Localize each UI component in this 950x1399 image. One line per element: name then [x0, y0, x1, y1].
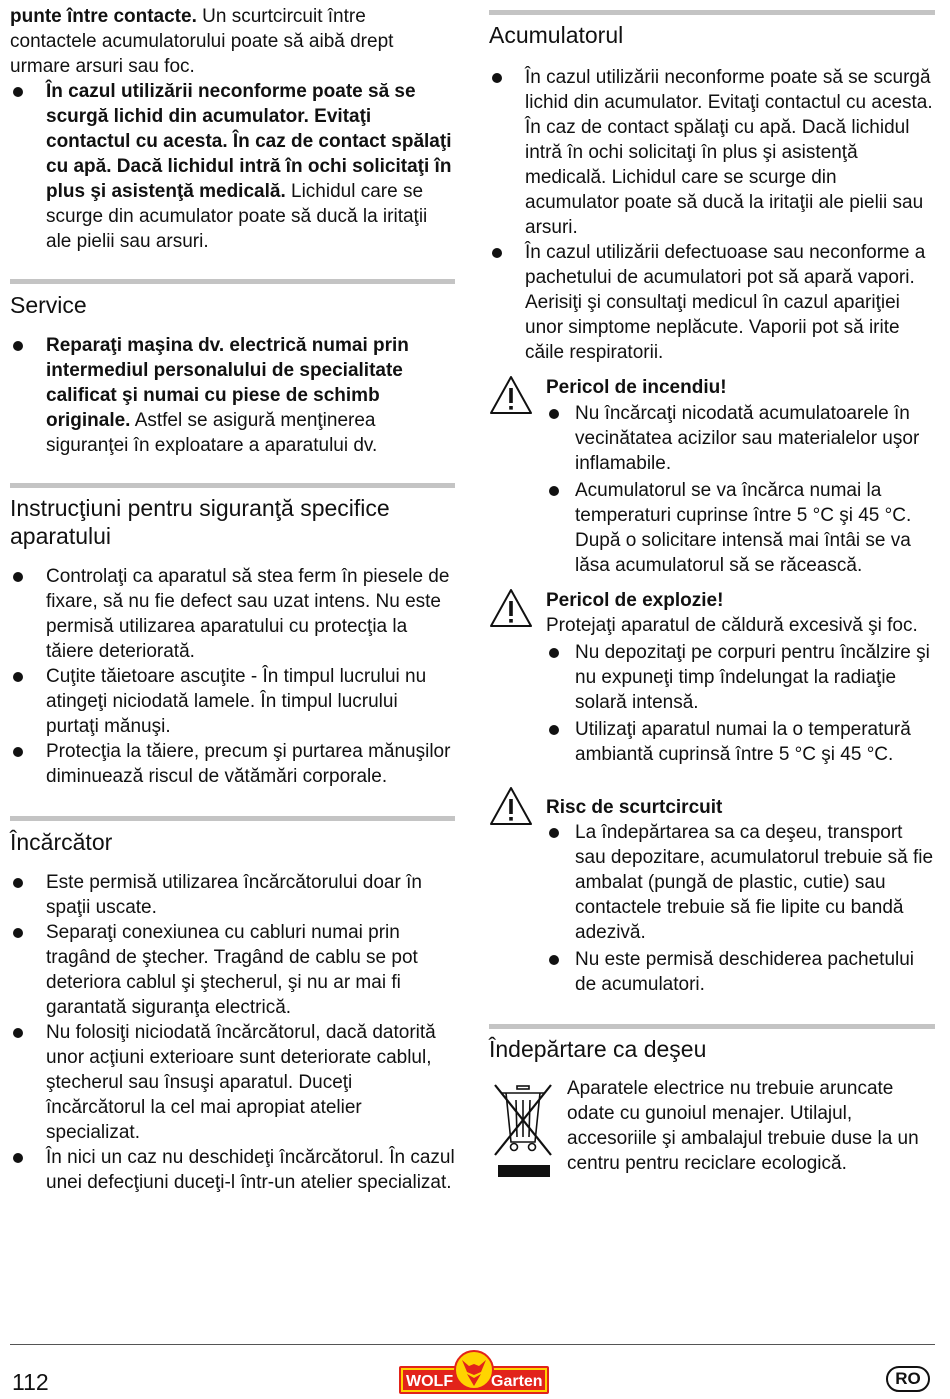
explosion-warning	[489, 588, 935, 767]
warning-text: Protejaţi aparatul de căldură excesivă şi foc.	[546, 615, 918, 636]
list-item: La îndepărtarea sa ca deşeu, transport sau depozitare, acumulatorul trebuie să fie ambalat (pungă de plastic, cutie) sau contactele trebuie să fie lipite cu bandă adezivă.	[546, 820, 935, 945]
page-number: 112	[12, 1369, 49, 1395]
section-title-charger: Încărcător	[10, 829, 113, 855]
short-circuit-warning	[489, 786, 935, 997]
list-item: Protecţia la tăiere, precum şi purtarea mănuşilor diminuează riscul de vătămări corporale.	[10, 739, 455, 789]
warning-triangle-icon	[489, 375, 533, 415]
disposal-text: Aparatele electrice nu trebuie aruncate odate cu gunoiul menajer. Utilajul, accesoriile şi ambalajul trebuie duse la un centru pentru reciclare ecologică.	[567, 1078, 919, 1174]
wolf-garten-logo	[399, 1350, 549, 1394]
list-item: Acumulatorul se va încărca numai la temperaturi cuprinse între 5 °C şi 45 °C. După o solicitare intensă mai întâi se va lăsa acumulatorul să se răcească.	[546, 478, 935, 578]
service-bullet-text: Astfel se asigură menţinerea siguranţei în exploatare a aparatului dv.	[46, 410, 378, 456]
warning-title: Pericol de explozie!	[546, 590, 724, 611]
intro-text: Un scurtcircuit între contactele acumulatorului poate să aibă drept urmare arsuri sau foc.	[10, 6, 394, 77]
right-column	[489, 0, 935, 1186]
warning-title: Risc de scurtcircuit	[546, 797, 723, 818]
list-item: Cuţite tăietoare ascuţite - În timpul lucrului nu atingeţi niciodată lamele. În timpul lucrului purtaţi mănuşi.	[10, 664, 455, 739]
logo-wolf-text: WOLF	[406, 1373, 454, 1390]
disposal-section	[489, 1024, 935, 1186]
logo-garten-text: Garten	[491, 1373, 543, 1390]
charger-section	[10, 816, 455, 1195]
list-item	[10, 333, 455, 458]
list-item: Este permisă utilizarea încărcătorului doar în spaţii uscate.	[10, 870, 455, 920]
intro-bullet-text: Lichidul care se scurge din acumulator poate să ducă la iritaţii ale pielii sau arsuri.	[46, 181, 428, 252]
list-item: În nici un caz nu deschideţi încărcătorul. În cazul unei defecţiuni duceţi-l într-un atelier specializat.	[10, 1145, 455, 1195]
list-item: În cazul utilizării defectuoase sau neconforme a pachetului de acumulatori pot să apară vapori. Aerisiţi şi consultaţi medicul în cazul apariţiei unor simptome neplăcute. Vaporii pot să irite căile respiratorii.	[489, 240, 935, 365]
section-title-disposal: Îndepărtare ca deşeu	[489, 1036, 707, 1062]
intro-bold: punte între contacte.	[10, 6, 197, 27]
list-item: Nu încărcaţi nicodată acumulatoarele în vecinătatea acizilor sau materialelor uşor inflamabile.	[546, 401, 935, 476]
list-item: Nu este permisă deschiderea pachetului de acumulatori.	[546, 947, 935, 997]
intro-bullet	[10, 79, 455, 254]
warning-triangle-icon	[489, 786, 533, 826]
list-item: Controlaţi ca aparatul să stea ferm în piesele de fixare, să nu fie defect sau uzat intens. Nu este permisă utilizarea aparatului cu protecţia la tăiere deteriorată.	[10, 564, 455, 664]
warning-triangle-icon	[489, 588, 533, 628]
warning-title: Pericol de incendiu!	[546, 377, 727, 398]
section-title-safety: Instrucţiuni pentru siguranţă specifice aparatului	[10, 495, 390, 549]
list-item: Utilizaţi aparatul numai la o temperatură ambiantă cuprinsă între 5 °C şi 45 °C.	[546, 717, 935, 767]
list-item: Separaţi conexiunea cu cabluri numai prin tragând de ştecher. Tragând de cablu se pot deteriora cablul şi ştecherul, şi nu ar mai fi garantată siguranţa electrică.	[10, 920, 455, 1020]
fire-warning	[489, 375, 935, 578]
list-item: Nu folosiţi niciodată încărcătorul, dacă datorită unor acţiuni exterioare sunt deteriorate cablul, ştecherul sau însuşi aparatul. Duceţi încărcătorul la cel mai apropiat atelier specializat.	[10, 1020, 455, 1145]
language-badge: RO	[886, 1366, 930, 1392]
list-item: Nu depozitaţi pe corpuri pentru încălzire şi nu expuneţi timp îndelungat la radiaţie solară intensă.	[546, 640, 935, 715]
left-column	[10, 0, 455, 1195]
safety-section	[10, 483, 455, 789]
intro-bullet-bold: În cazul utilizării neconforme poate să se scurgă lichid din acumulator. Evitaţi contactul cu acesta. În caz de contact spălaţi cu apă. Dacă lichidul intră în ochi solicitaţi în plus şi asistenţă medicală.	[46, 81, 452, 202]
section-title-service: Service	[10, 292, 87, 318]
intro-paragraph	[10, 4, 455, 79]
footer-divider	[10, 1344, 935, 1345]
service-section	[10, 279, 455, 458]
list-item: În cazul utilizării neconforme poate să se scurgă lichid din acumulator. Evitaţi contactul cu acesta. În caz de contact spălaţi cu apă. Dacă lichidul intră în ochi solicitaţi în plus şi asistenţă medicală. Lichidul care se scurge din acumulator poate să ducă la iritaţii ale pielii sau arsuri.	[489, 65, 935, 240]
section-title-battery: Acumulatorul	[489, 22, 624, 48]
battery-section	[489, 10, 935, 365]
crossed-bin-icon	[492, 1082, 554, 1180]
service-bullet-bold: Reparaţi maşina dv. electrică numai prin intermediul personalului de specialitate calificat şi numai cu piese de schimb originale.	[46, 335, 409, 431]
disposal-block	[489, 1076, 935, 1186]
